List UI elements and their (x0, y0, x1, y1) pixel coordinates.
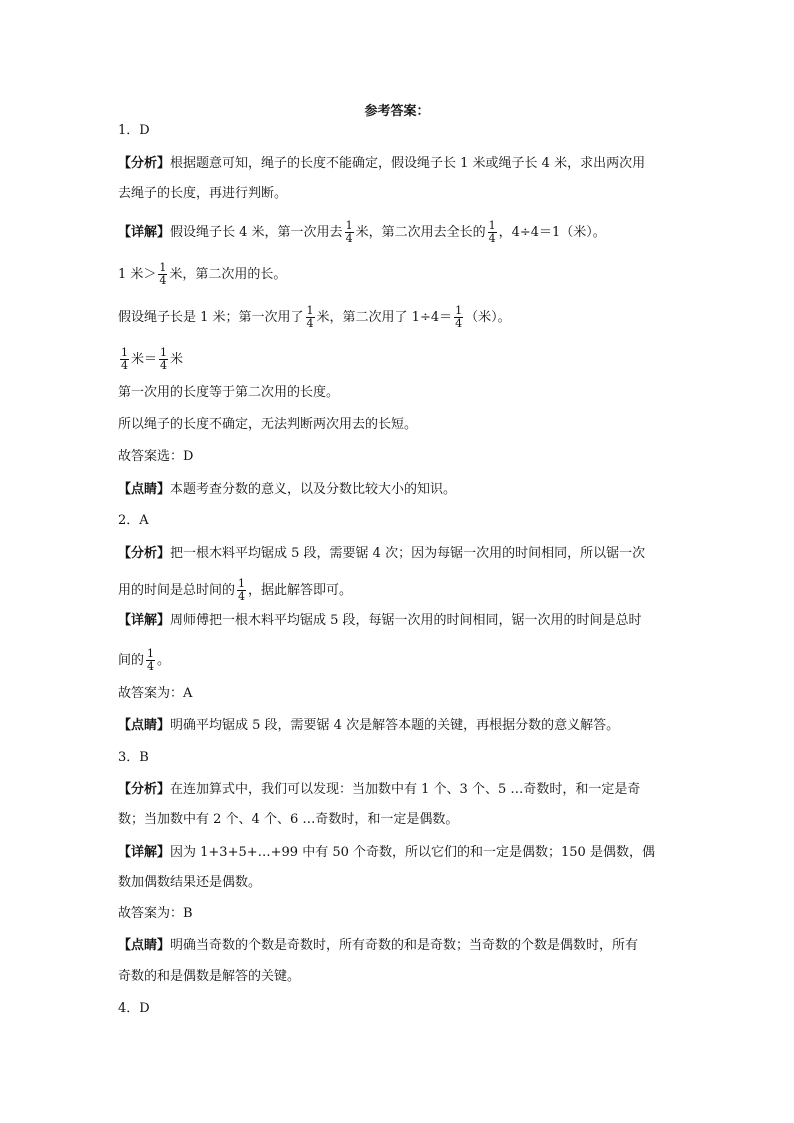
fraction-one-quarter (120, 347, 129, 372)
q3-analysis-line-1 (118, 781, 640, 799)
q1-detail-line-2 (118, 262, 286, 287)
q2-analysis-text: 用的时间是总时间的 (118, 583, 236, 598)
fraction-denominator: 4 (160, 359, 168, 372)
q2-analysis-line-2 (118, 578, 352, 603)
q4-head: 4．D (118, 1001, 150, 1016)
note-tag: 【点睛】 (118, 718, 171, 733)
q1-detail-text: 假设绳子长 4 米，第一次用去 (170, 225, 343, 240)
fraction-one-quarter (159, 347, 168, 372)
fraction-one-quarter (488, 220, 497, 245)
q2-detail-text: 。 (157, 653, 171, 668)
fraction-numerator: 1 (160, 346, 168, 359)
q3-head: 3．B (118, 750, 149, 765)
q1-detail-line-6: 所以绳子的长度不确定，无法判断两次用去的长短。 (118, 417, 418, 432)
detail-tag: 【详解】 (118, 845, 171, 860)
q3-detail-text: 因为 1+3+5+…+99 中有 50 个奇数，所以它们的和一定是偶数；150 是偶数，偶 (170, 845, 655, 860)
q2-answer: 故答案为：A (118, 686, 193, 701)
q3-analysis-line-2: 数；当加数中有 2 个、4 个、6 …奇数时，和一定是偶数。 (118, 812, 459, 827)
q2-note-line (118, 717, 619, 735)
analysis-tag: 【分析】 (118, 782, 171, 797)
q1-detail-text: 米 (170, 352, 184, 367)
q1-analysis-line-1 (118, 155, 645, 173)
page-title: 参考答案： (364, 104, 430, 119)
q2-detail-line-2 (118, 648, 170, 673)
fraction-numerator: 1 (159, 261, 167, 274)
detail-tag: 【详解】 (118, 613, 171, 628)
fraction-numerator: 1 (345, 219, 353, 232)
q1-detail-line-5: 第一次用的长度等于第二次用的长度。 (118, 385, 340, 400)
q1-detail-line-1 (118, 220, 606, 245)
q3-detail-line-2: 数加偶数结果还是偶数。 (118, 875, 262, 890)
fraction-numerator: 1 (455, 304, 463, 317)
q1-detail-text: 1 米＞ (118, 267, 157, 282)
fraction-one-quarter (237, 578, 246, 603)
q1-detail-text: 米＝ (131, 352, 158, 367)
fraction-numerator: 1 (488, 219, 496, 232)
q1-analysis-line-2: 去绳子的长度，再进行判断。 (118, 186, 288, 201)
fraction-denominator: 4 (159, 274, 167, 287)
fraction-numerator: 1 (147, 647, 155, 660)
q1-detail-text: 米，第二次用的长。 (169, 267, 287, 282)
q1-detail-text: 米，第二次用去全长的 (355, 225, 486, 240)
fraction-denominator: 4 (147, 660, 155, 673)
fraction-denominator: 4 (306, 317, 314, 330)
q3-note-line-1 (118, 937, 638, 955)
q2-analysis-line-1 (118, 545, 645, 563)
fraction-one-quarter (146, 648, 155, 673)
q1-note-line (118, 481, 456, 499)
q3-analysis-text: 在连加算式中，我们可以发现：当加数中有 1 个、3 个、5 …奇数时，和一定是奇 (170, 782, 641, 797)
q2-head: 2．A (118, 513, 149, 528)
fraction-one-quarter (306, 305, 315, 330)
q2-detail-text: 周师傅把一根木料平均锯成 5 段，每锯一次用的时间相同，锯一次用的时间是总时 (170, 613, 642, 628)
q1-detail-line-3 (118, 305, 511, 330)
q2-detail-line-1 (118, 612, 642, 630)
fraction-denominator: 4 (238, 590, 246, 603)
fraction-one-quarter (345, 220, 354, 245)
q2-detail-text: 间的 (118, 653, 145, 668)
fraction-one-quarter (454, 305, 463, 330)
detail-tag: 【详解】 (118, 225, 171, 240)
q1-detail-text: （米）。 (465, 310, 511, 325)
fraction-denominator: 4 (121, 359, 128, 372)
fraction-denominator: 4 (455, 317, 463, 330)
q1-head: 1．D (118, 123, 150, 138)
note-tag: 【点睛】 (118, 482, 171, 497)
fraction-denominator: 4 (345, 232, 353, 245)
fraction-one-quarter (158, 262, 167, 287)
fraction-numerator: 1 (238, 577, 246, 590)
analysis-tag: 【分析】 (118, 546, 171, 561)
fraction-numerator: 1 (306, 304, 314, 317)
fraction-numerator: 1 (121, 346, 128, 359)
q1-note-text: 本题考查分数的意义，以及分数比较大小的知识。 (170, 482, 457, 497)
q1-detail-text: 米，第二次用了 1÷4＝ (316, 310, 453, 325)
q2-analysis-text: 把一根木料平均锯成 5 段，需要锯 4 次；因为每锯一次用的时间相同，所以锯一次 (170, 546, 646, 561)
analysis-tag: 【分析】 (118, 156, 171, 171)
q1-answer: 故答案选：D (118, 449, 194, 464)
q3-note-text: 明确当奇数的个数是奇数时，所有奇数的和是奇数；当奇数的个数是偶数时，所有 (170, 938, 639, 953)
q1-detail-line-4 (118, 347, 183, 372)
q3-answer: 故答案为：B (118, 906, 193, 921)
q1-detail-text: ，4÷4＝1（米）。 (498, 225, 606, 240)
q1-analysis-text-1: 根据题意可知，绳子的长度不能确定，假设绳子长 1 米或绳子长 4 米，求出两次用 (170, 156, 646, 171)
q3-detail-line-1 (118, 844, 655, 862)
q2-analysis-text: ，据此解答即可。 (248, 583, 353, 598)
fraction-denominator: 4 (488, 232, 496, 245)
q1-detail-text: 假设绳子长是 1 米；第一次用了 (118, 310, 304, 325)
note-tag: 【点睛】 (118, 938, 171, 953)
q3-note-line-2: 奇数的和是偶数是解答的关键。 (118, 969, 301, 984)
q2-note-text: 明确平均锯成 5 段，需要锯 4 次是解答本题的关键，再根据分数的意义解答。 (170, 718, 620, 733)
